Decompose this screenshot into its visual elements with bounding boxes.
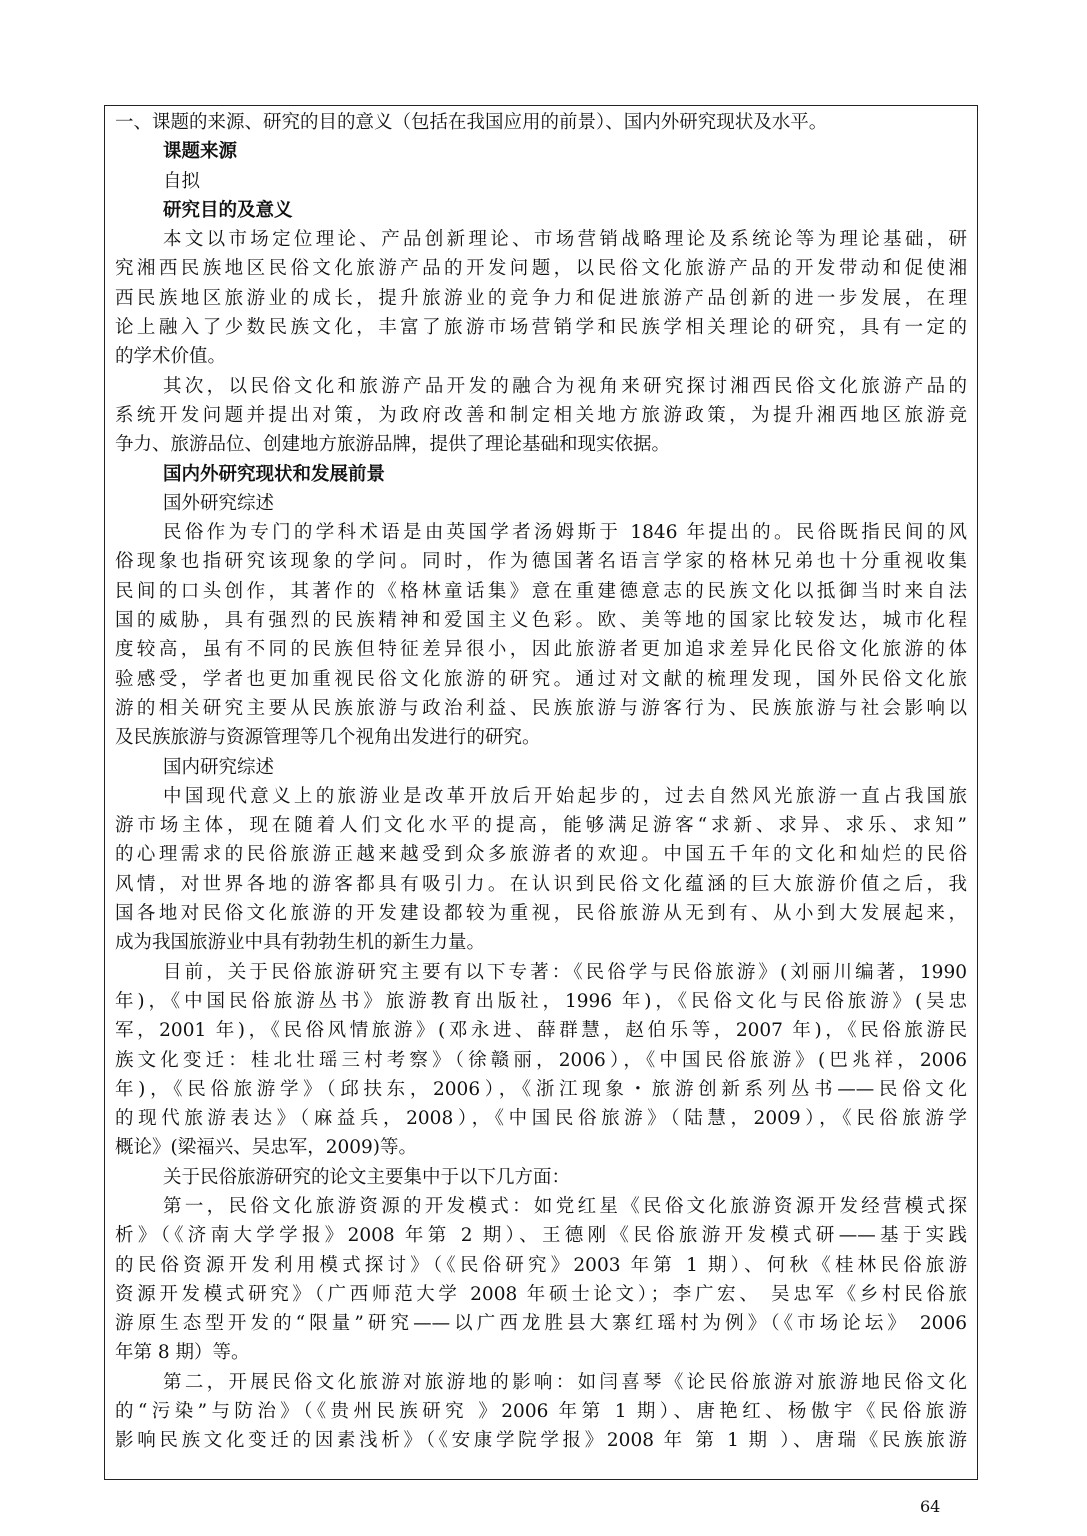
text-line: 自拟	[163, 170, 201, 192]
text-line: 军，2001 年)，《民俗风情旅游》(邓永进、薛群慧，赵伯乐等，2007 年)，《民俗旅游民	[115, 1020, 967, 1042]
text-line: 国内外研究现状和发展前景	[163, 463, 386, 485]
text-line: 西民族地区旅游业的成长，提升旅游业的竞争力和促进旅游产品创新的进一步发展，在理	[115, 287, 967, 309]
text-line: 年)，《民俗旅游学》（邱扶东，2006），《浙江现象・旅游创新系列丛书——民俗文化	[115, 1078, 967, 1100]
text-line: 的学术价值。	[115, 346, 227, 368]
text-line: 争力、旅游品位、创建地方旅游品牌，提供了理论基础和现实依据。	[115, 434, 671, 456]
text-line: 概论》(梁福兴、吴忠军，2009)等。	[115, 1137, 418, 1159]
text-line: 度较高，虽有不同的民族但特征差异很小，因此旅游者更加追求差异化民俗文化旅游的体	[115, 639, 967, 661]
page-number: 64	[920, 1497, 941, 1516]
text-line: 中国现代意义上的旅游业是改革开放后开始起步的，过去自然风光旅游一直占我国旅	[163, 785, 967, 807]
text-line: 的“污染”与防治》（《贵州民族研究 》2006 年第 1 期）、唐艳红、杨傲宇《民俗旅游	[115, 1401, 967, 1423]
text-line: 民俗作为专门的学科术语是由英国学者汤姆斯于 1846 年提出的。民俗既指民间的风	[163, 522, 967, 544]
text-line: 族文化变迁：桂北壮瑶三村考察》（徐赣丽，2006），《中国民俗旅游》(巴兆祥，2006	[115, 1049, 967, 1071]
text-line: 目前，关于民俗旅游研究主要有以下专著：《民俗学与民俗旅游》(刘丽川编著，1990	[163, 961, 967, 983]
text-line: 游的相关研究主要从民族旅游与政治利益、民族旅游与游客行为、民族旅游与社会影响以	[115, 697, 967, 719]
document-frame	[104, 105, 978, 1480]
text-line: 第一，民俗文化旅游资源的开发模式：如党红星《民俗文化旅游资源开发经营模式探	[163, 1195, 967, 1217]
text-line: 课题来源	[163, 141, 238, 163]
text-line: 年)，《中国民俗旅游丛书》旅游教育出版社，1996 年)，《民俗文化与民俗旅游》(吴忠	[115, 990, 967, 1012]
text-line: 研究目的及意义	[163, 199, 293, 221]
text-line: 国内研究综述	[163, 756, 275, 778]
text-line: 游原生态型开发的“限量”研究——以广西龙胜县大寨红瑶村为例》（《市场论坛》 2006	[115, 1313, 967, 1335]
text-line: 年第 8 期）等。	[115, 1342, 250, 1364]
text-line: 一、课题的来源、研究的目的意义（包括在我国应用的前景）、国内外研究现状及水平。	[115, 112, 828, 133]
text-line: 游市场主体，现在随着人们文化水平的提高，能够满足游客“求新、求异、求乐、求知”	[115, 815, 967, 837]
text-line: 关于民俗旅游研究的论文主要集中于以下几方面：	[163, 1166, 571, 1188]
text-line: 及民族旅游与资源管理等几个视角出发进行的研究。	[115, 727, 541, 749]
text-line: 影响民族文化变迁的因素浅析》（《安康学院学报》2008 年 第 1 期 ）、唐瑞《民族旅游	[115, 1430, 967, 1452]
text-line: 第二，开展民俗文化旅游对旅游地的影响：如闫喜琴《论民俗旅游对旅游地民俗文化	[163, 1371, 967, 1393]
text-line: 本文以市场定位理论、产品创新理论、市场营销战略理论及系统论等为理论基础，研	[163, 229, 967, 251]
text-line: 国的威胁，具有强烈的民族精神和爱国主义色彩。欧、美等地的国家比较发达，城市化程	[115, 610, 967, 632]
text-line: 国外研究综述	[163, 492, 275, 514]
text-line: 究湘西民族地区民俗文化旅游产品的开发问题，以民俗文化旅游产品的开发带动和促使湘	[115, 258, 967, 280]
text-line: 其次，以民俗文化和旅游产品开发的融合为视角来研究探讨湘西民俗文化旅游产品的	[163, 375, 967, 397]
text-line: 民间的口头创作，其著作的《格林童话集》意在重建德意志的民族文化以抵御当时来自法	[115, 580, 967, 602]
text-line: 成为我国旅游业中具有勃勃生机的新生力量。	[115, 932, 486, 954]
text-line: 的现代旅游表达》（麻益兵，2008），《中国民俗旅游》（陆慧，2009），《民俗旅游学	[115, 1108, 967, 1130]
text-line: 论上融入了少数民族文化，丰富了旅游市场营销学和民族学相关理论的研究，具有一定的	[115, 317, 967, 339]
text-line: 风情，对世界各地的游客都具有吸引力。在认识到民俗文化蕴涵的巨大旅游价值之后，我	[115, 873, 967, 895]
text-line: 系统开发问题并提出对策，为政府改善和制定相关地方旅游政策，为提升湘西地区旅游竞	[115, 404, 967, 426]
text-line: 国各地对民俗文化旅游的开发建设都较为重视，民俗旅游从无到有、从小到大发展起来，	[115, 903, 967, 925]
text-line: 析》（《济南大学学报》2008 年第 2 期）、王德刚《民俗旅游开发模式研——基于实践	[115, 1225, 967, 1247]
text-line: 俗现象也指研究该现象的学问。同时，作为德国著名语言学家的格林兄弟也十分重视收集	[115, 551, 967, 573]
text-line: 的心理需求的民俗旅游正越来越受到众多旅游者的欢迎。中国五千年的文化和灿烂的民俗	[115, 844, 967, 866]
text-line: 的民俗资源开发利用模式探讨》（《民俗研究》2003 年第 1 期）、何秋《桂林民俗旅游	[115, 1254, 967, 1276]
text-line: 验感受，学者也更加重视民俗文化旅游的研究。通过对文献的梳理发现，国外民俗文化旅	[115, 668, 967, 690]
text-line: 资源开发模式研究》（广西师范大学 2008 年硕士论文）；李广宏、 吴忠军《乡村民俗旅	[115, 1283, 967, 1305]
